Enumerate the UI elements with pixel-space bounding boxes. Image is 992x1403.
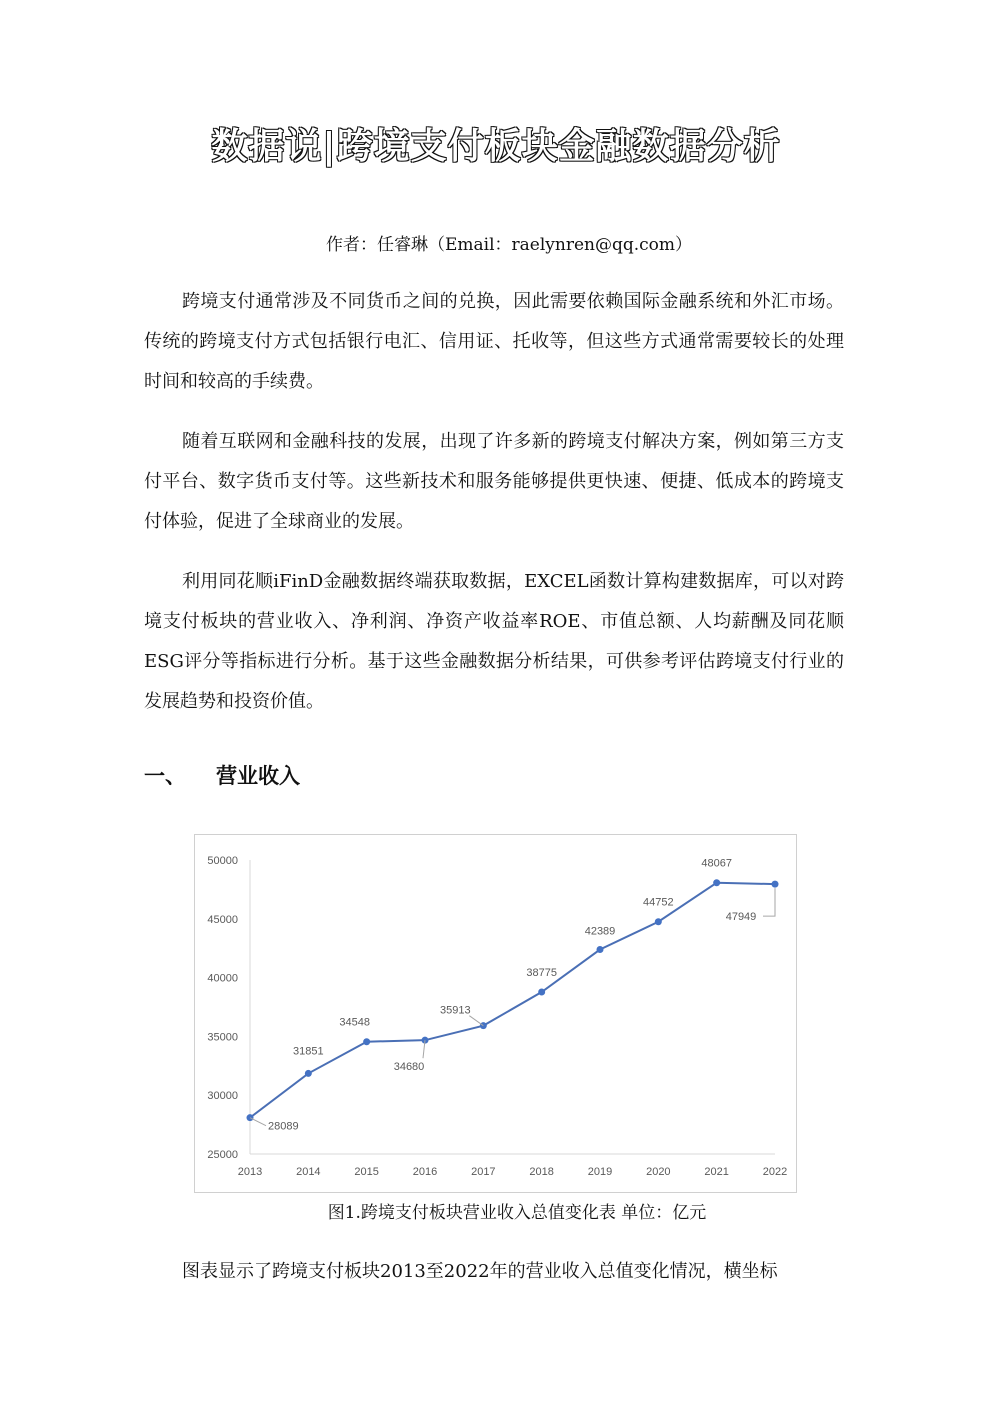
data-point [247, 1114, 254, 1121]
x-tick-label: 2017 [471, 1166, 496, 1178]
chart-svg [195, 835, 796, 1192]
document-title: 数据说|跨境支付板块金融数据分析 [211, 126, 781, 167]
label-leader-line [763, 888, 775, 916]
paragraph-3: 利用同花顺iFinD金融数据终端获取数据，EXCEL函数计算构建数据库，可以对跨境支付板块的营业收入、净利润、净资产收益率ROE、市值总额、人均薪酬及同花顺ESG评分等指标进行分析。基于这些金融数据分析结果，可供参考评估跨境支付行业的发展趋势和投资价值。 [144, 571, 844, 712]
y-tick-label: 50000 [207, 855, 238, 867]
data-point [538, 989, 545, 996]
data-label: 42389 [584, 925, 616, 938]
data-point [655, 918, 662, 925]
figure-caption: 图1.跨境支付板块营业收入总值变化表 单位：亿元 [327, 1203, 707, 1223]
data-label: 34548 [339, 1016, 370, 1029]
label-leader-line [469, 1016, 483, 1026]
data-point [305, 1070, 312, 1077]
y-tick-label: 40000 [207, 972, 238, 985]
x-tick-label: 2022 [762, 1166, 788, 1178]
x-tick-label: 2021 [704, 1166, 729, 1178]
revenue-chart [194, 834, 797, 1193]
y-tick-label: 25000 [207, 1149, 238, 1161]
x-tick-label: 2013 [237, 1166, 263, 1178]
data-point [597, 946, 604, 953]
section-heading [144, 760, 300, 790]
paragraph-1: 跨境支付通常涉及不同货币之间的兑换，因此需要依赖国际金融系统和外汇市场。传统的跨境支付方式包括银行电汇、信用证、托收等，但这些方式通常需要较长的处理时间和较高的手续费。 [144, 291, 844, 392]
y-tick-label: 35000 [207, 1031, 238, 1044]
x-tick-label: 2015 [354, 1166, 379, 1178]
x-tick-label: 2020 [646, 1166, 671, 1178]
y-tick-label: 45000 [207, 913, 238, 926]
data-label: 38775 [526, 967, 557, 980]
paragraph-4: 图表显示了跨境支付板块2013至2022年的营业收入总值变化情况，横坐标 [182, 1261, 778, 1282]
data-point [772, 881, 779, 888]
data-point [363, 1038, 370, 1045]
x-tick-label: 2018 [529, 1166, 554, 1178]
section-number: 一、 [144, 764, 186, 788]
paragraph-2: 随着互联网和金融科技的发展，出现了许多新的跨境支付解决方案，例如第三方支付平台、数字货币支付等。这些新技术和服务能够提供更快速、便捷、低成本的跨境支付体验，促进了全球商业的发展。 [144, 431, 844, 532]
y-tick-label: 30000 [207, 1090, 238, 1103]
data-label: 47949 [725, 911, 757, 924]
x-tick-label: 2014 [296, 1166, 321, 1178]
x-tick-label: 2019 [587, 1166, 613, 1178]
section-title: 营业收入 [216, 764, 300, 788]
author-line: 作者：任睿琳（Email：raelynren@qq.com） [326, 235, 693, 255]
data-label: 28089 [268, 1120, 299, 1133]
x-tick-label: 2016 [412, 1166, 438, 1178]
data-label: 44752 [643, 896, 674, 909]
series-line [250, 883, 775, 1118]
data-label: 48067 [701, 857, 732, 870]
data-label: 31851 [293, 1045, 324, 1058]
data-label: 34680 [393, 1061, 425, 1074]
data-label: 35913 [440, 1004, 471, 1017]
label-leader-line [250, 1118, 266, 1126]
data-point [713, 879, 720, 886]
